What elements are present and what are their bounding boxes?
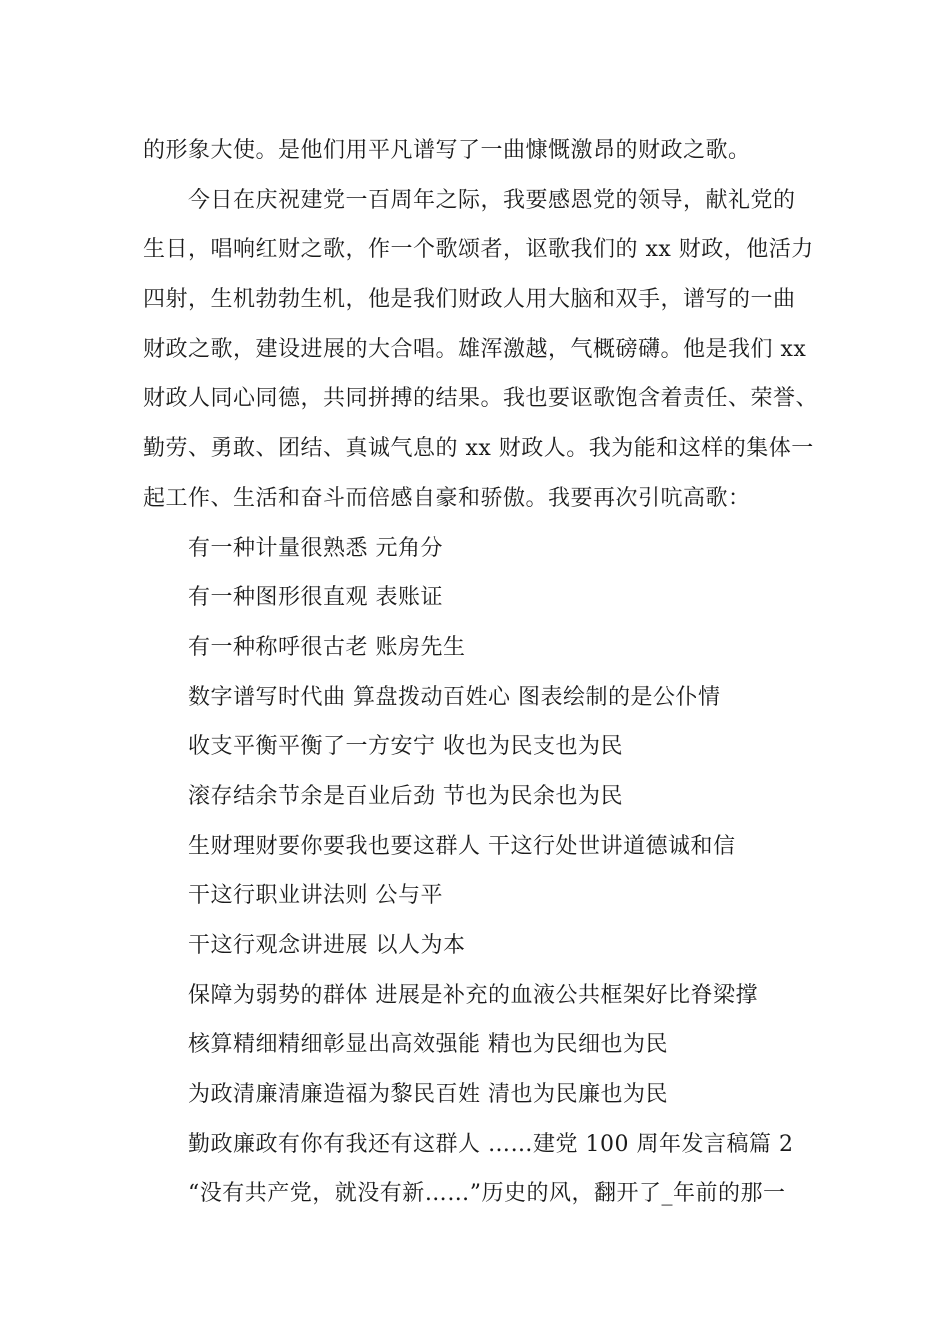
text-line-18: 保障为弱势的群体 进展是补充的血液公共框架好比脊梁撑 [188,982,758,1008]
text-line-12: 数字谱写时代曲 算盘拨动百姓心 图表绘制的是公仆情 [188,684,721,710]
text-line-16: 干这行职业讲法则 公与平 [188,883,443,909]
text-line-5: 财政之歌，建设进展的大合唱。雄浑激越，气概磅礴。他是我们 xx [143,336,807,362]
text-line-19: 核算精细精细彰显出高效强能 精也为民细也为民 [188,1032,668,1058]
text-line-21: 勤政廉政有你有我还有这群人 ……建党 100 周年发言稿篇 2 [188,1131,794,1157]
text-line-10: 有一种图形很直观 表账证 [188,585,443,611]
text-line-11: 有一种称呼很古老 账房先生 [188,634,466,660]
text-line-9: 有一种计量很熟悉 元角分 [188,535,443,561]
text-line-17: 干这行观念讲进展 以人为本 [188,933,466,958]
document-body [143,126,819,1219]
text-line-8: 起工作、生活和奋斗而倍感自豪和骄傲。我要再次引吭高歌： [143,485,751,511]
text-line-20: 为政清廉清廉造福为黎民百姓 清也为民廉也为民 [188,1082,668,1108]
text-line-7: 勤劳、勇敢、团结、真诚气息的 xx 财政人。我为能和这样的集体一 [143,436,814,462]
text-line-4: 四射，生机勃勃生机，他是我们财政人用大脑和双手，谱写的一曲 [143,287,796,313]
text-line-1: 的形象大使。是他们用平凡谱写了一曲慷慨激昂的财政之歌。 [143,138,751,163]
text-line-22: “没有共产党，就没有新……”历史的风，翻开了_年前的那一 [188,1181,786,1207]
text-line-3: 生日，唱响红财之歌，作一个歌颂者，讴歌我们的 xx 财政，他活力 [143,237,814,263]
text-line-13: 收支平衡平衡了一方安宁 收也为民支也为民 [188,734,623,760]
text-line-6: 财政人同心同德，共同拼搏的结果。我也要讴歌饱含着责任、荣誉、 [143,386,819,412]
text-line-15: 生财理财要你要我也要这群人 干这行处世讲道德诚和信 [188,833,736,859]
text-line-2: 今日在庆祝建党一百周年之际，我要感恩党的领导，献礼党的 [188,187,796,213]
text-line-14: 滚存结余节余是百业后劲 节也为民余也为民 [188,783,623,809]
